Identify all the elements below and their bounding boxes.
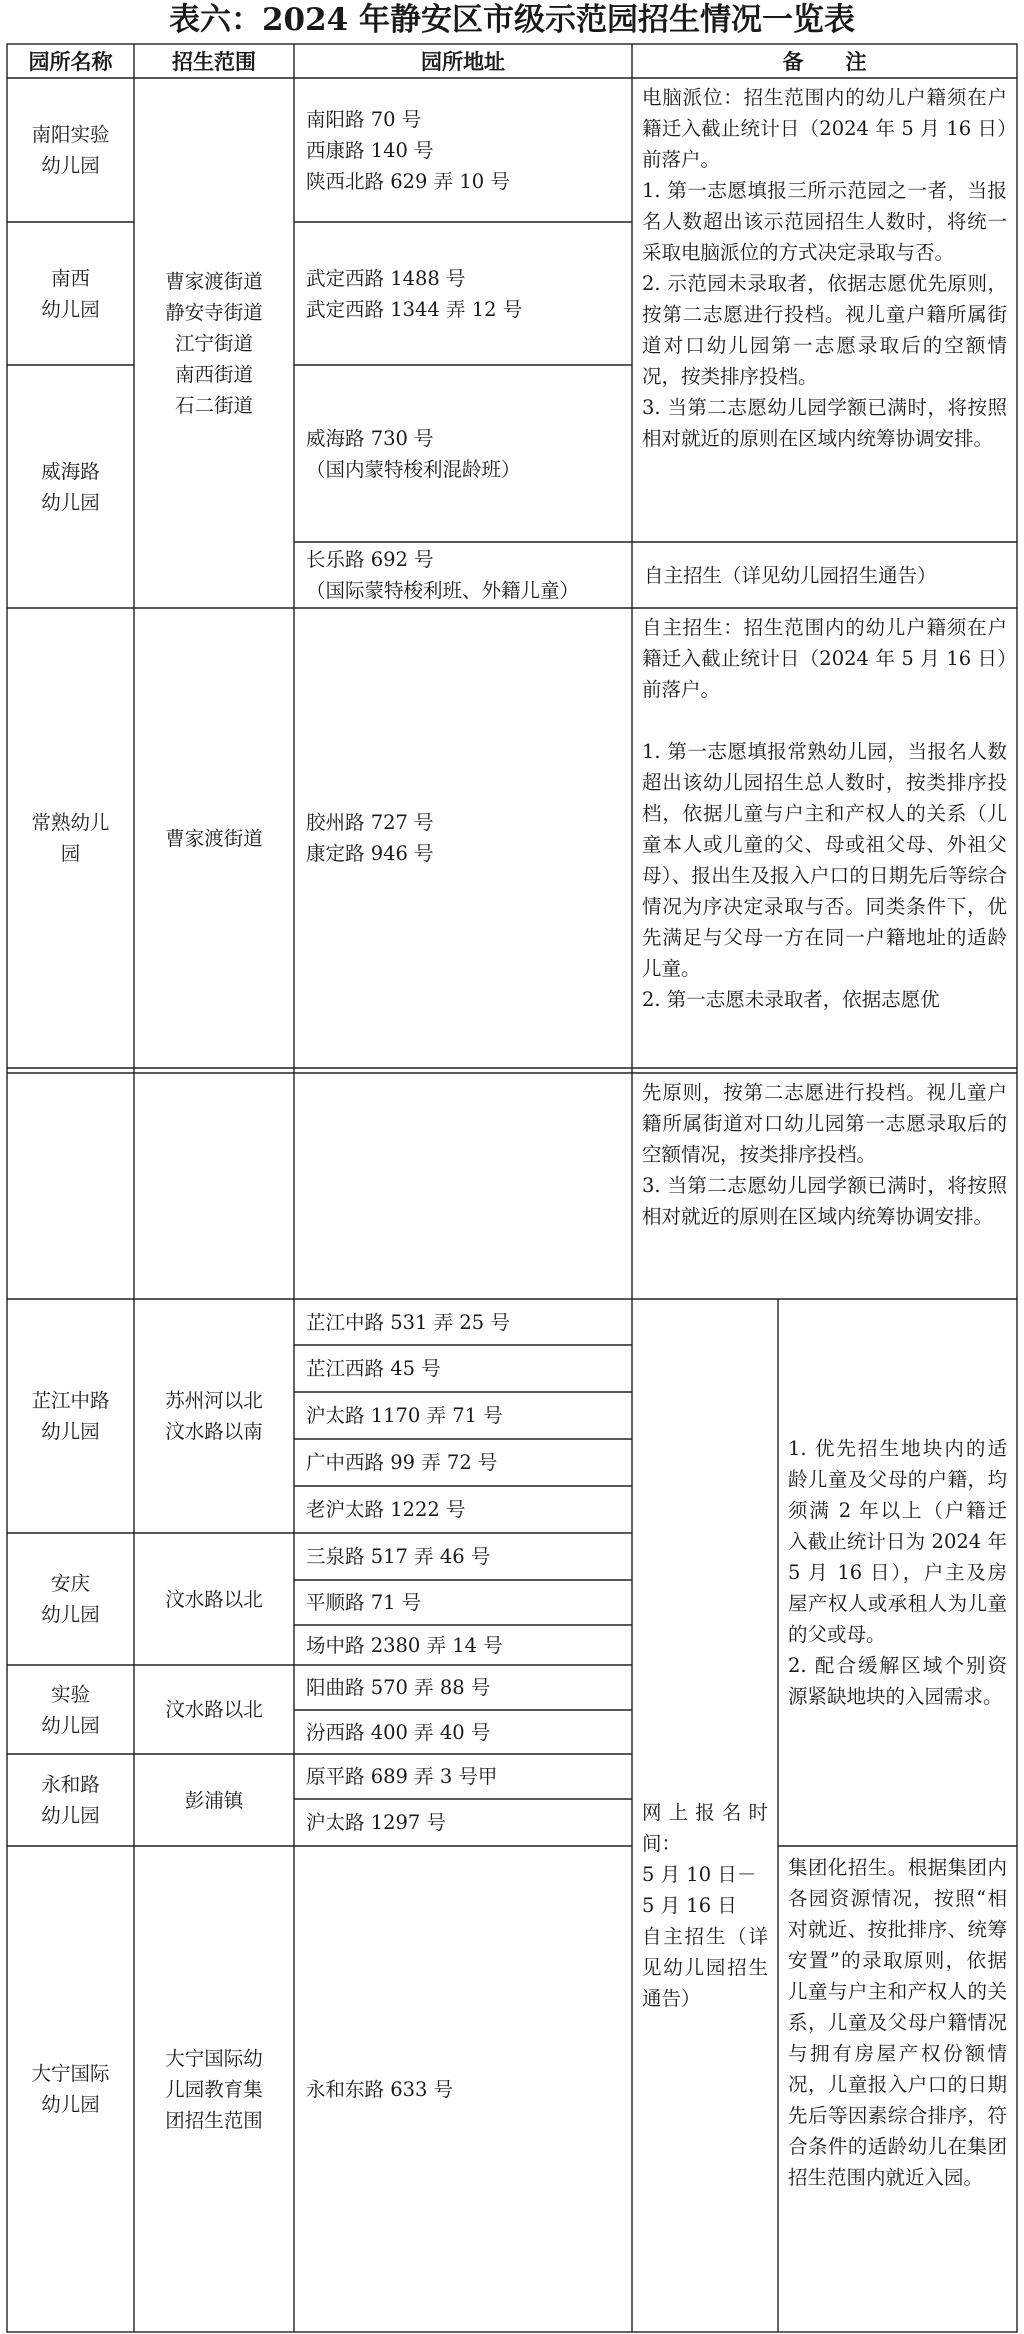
- address-anqing-2: 平顺路 71 号: [306, 1591, 422, 1614]
- enrollment-range-anqing: 汶水路以北: [165, 1587, 263, 1611]
- address-daning: 永和东路 633 号: [306, 2077, 454, 2101]
- header-range: 招生范围: [172, 48, 256, 74]
- kindergarten-name-nanxi: 南西 幼儿园: [41, 266, 100, 321]
- enrollment-range-yonghe: 彭浦镇: [184, 1788, 244, 1812]
- address-zhijiang-4: 广中西路 99 弄 72 号: [306, 1451, 498, 1474]
- address-nanyang: 南阳路 70 号 西康路 140 号 陕西北路 629 弄 10 号: [306, 107, 510, 193]
- address-nanxi: 武定西路 1488 号 武定西路 1344 弄 12 号: [306, 266, 523, 321]
- note-changshu-continued: 先原则，按第二志愿进行投档。视儿童户籍所属街道对口幼儿园第一志愿录取后的空额情况，按类排序投档。 3. 当第二志愿幼儿园学额已满时，将按照相对就近的原则在区域内统筹协调安排。: [642, 1081, 1007, 1228]
- note-priority: [778, 1299, 1017, 1846]
- address-yonghe-1: 原平路 689 弄 3 号甲: [306, 1765, 498, 1788]
- address-weihai-2: 长乐路 692 号 （国际蒙特梭利班、外籍儿童）: [306, 548, 580, 602]
- address-shiyan-2: 汾西路 400 弄 40 号: [306, 1720, 491, 1744]
- address-changshu: 胶州路 727 号 康定路 946 号: [306, 811, 434, 865]
- address-yonghe-2: 沪太路 1297 号: [306, 1811, 447, 1834]
- address-shiyan-1: 阳曲路 570 弄 88 号: [306, 1676, 491, 1699]
- address-anqing-1: 三泉路 517 弄 46 号: [306, 1545, 491, 1568]
- note-weihai-2: 自主招生（详见幼儿园招生通告）: [644, 563, 937, 587]
- address-weihai-1: 威海路 730 号 （国内蒙特梭利混龄班）: [306, 426, 521, 481]
- enrollment-range-daning: 大宁国际幼 儿园教育集 团招生范围: [165, 2046, 263, 2132]
- address-zhijiang-3: 沪太路 1170 弄 71 号: [306, 1404, 503, 1427]
- address-zhijiang-1: 芷江中路 531 弄 25 号: [306, 1310, 510, 1334]
- address-zhijiang-5: 老沪太路 1222 号: [306, 1498, 466, 1521]
- kindergarten-name-changshu: 常熟幼儿 园: [31, 811, 110, 865]
- header-name: 园所名称: [28, 48, 113, 74]
- kindergarten-name-weihai: 威海路 幼儿园: [41, 459, 100, 514]
- address-zhijiang-2: 芷江西路 45 号: [306, 1357, 441, 1380]
- kindergarten-name-daning: 大宁国际 幼儿园: [31, 2062, 110, 2116]
- kindergarten-name-zhijiang: 芷江中路 幼儿园: [31, 1389, 110, 1443]
- kindergarten-name-nanyang: 南阳实验 幼儿园: [31, 123, 110, 177]
- kindergarten-name-anqing: 安庆 幼儿园: [41, 1572, 100, 1626]
- kindergarten-name-shiyan: 实验 幼儿园: [41, 1682, 100, 1737]
- enrollment-range-changshu: 曹家渡街道: [165, 826, 263, 850]
- enrollment-range-shiyan: 汶水路以北: [165, 1698, 263, 1721]
- header-note: 备 注: [782, 48, 867, 74]
- address-anqing-3: 场中路 2380 弄 14 号: [306, 1633, 503, 1657]
- kindergarten-name-yonghe: 永和路 幼儿园: [41, 1773, 100, 1827]
- enrollment-range-zhijiang: 苏州河以北 汶水路以南: [165, 1389, 263, 1443]
- note-group-enrollment: 集团化招生。根据集团内各园资源情况，按照“相对就近、按批排序、统筹安置”的录取原则，依据儿童与户主和产权人的关系，儿童及父母户籍情况与拥有房屋产权份额情况，儿童报入户口的日期先后等因素综合排序，符合条件的适龄幼儿在集团招生范围内就近入园。: [788, 1856, 1007, 2189]
- online-registration-note: [632, 1299, 778, 2332]
- note-changshu: 自主招生：招生范围内的幼儿户籍须在户籍迁入截止统计日（2024 年 5 月 16 日）前落户。 1. 第一志愿填报常熟幼儿园，当报名人数超出该幼儿园招生总人数时，按类排序投档，依据儿童与户主和产权人的关系（儿童本人或儿童的父、母或祖父母、外祖父母）、报出生及报入户口的日期先后等综合情况为序决定录取与否。同类条件下，优先满足与父母一方在同一户籍地址的适龄儿童。 2. 第一志愿未录取者，依据志愿优: [642, 616, 1007, 1011]
- header-address: 园所地址: [421, 48, 505, 74]
- note-group1: 电脑派位：招生范围内的幼儿户籍须在户籍迁入截止统计日（2024 年 5 月 16 日）前落户。 1. 第一志愿填报三所示范园之一者，当报名人数超出该示范园招生人数时，将统一采取电脑派位的方式决定录取与否。 2. 示范园未录取者，依据志愿优先原则，按第二志愿进行投档。视儿童户籍所属街道对口幼儿园第一志愿录取后的空额情况，按类排序投档。 3. 当第二志愿幼儿园学额已满时，将按照相对就近的原则在区域内统筹协调安排。: [642, 86, 1007, 450]
- page-title: 表六：2024 年静安区市级示范园招生情况一览表: [168, 2, 856, 38]
- note-priority-text: 1. 优先招生地块内的适龄儿童及父母的户籍，均须满 2 年以上（户籍迁入截止统计日为 2024 年 5 月 16 日），户主及房屋产权人或承租人为儿童的父或母。 2. 配合缓解区域个别资源紧缺地块的入园需求。: [788, 1437, 1007, 1708]
- enrollment-range-group1: 曹家渡街道 静安寺街道 江宁街道 南西街道 石二街道: [165, 269, 263, 417]
- online-registration-text: 网上报名时间： 5 月 10 日－ 5 月 16 日 自主招生（详见幼儿园招生通告）: [642, 1801, 768, 2010]
